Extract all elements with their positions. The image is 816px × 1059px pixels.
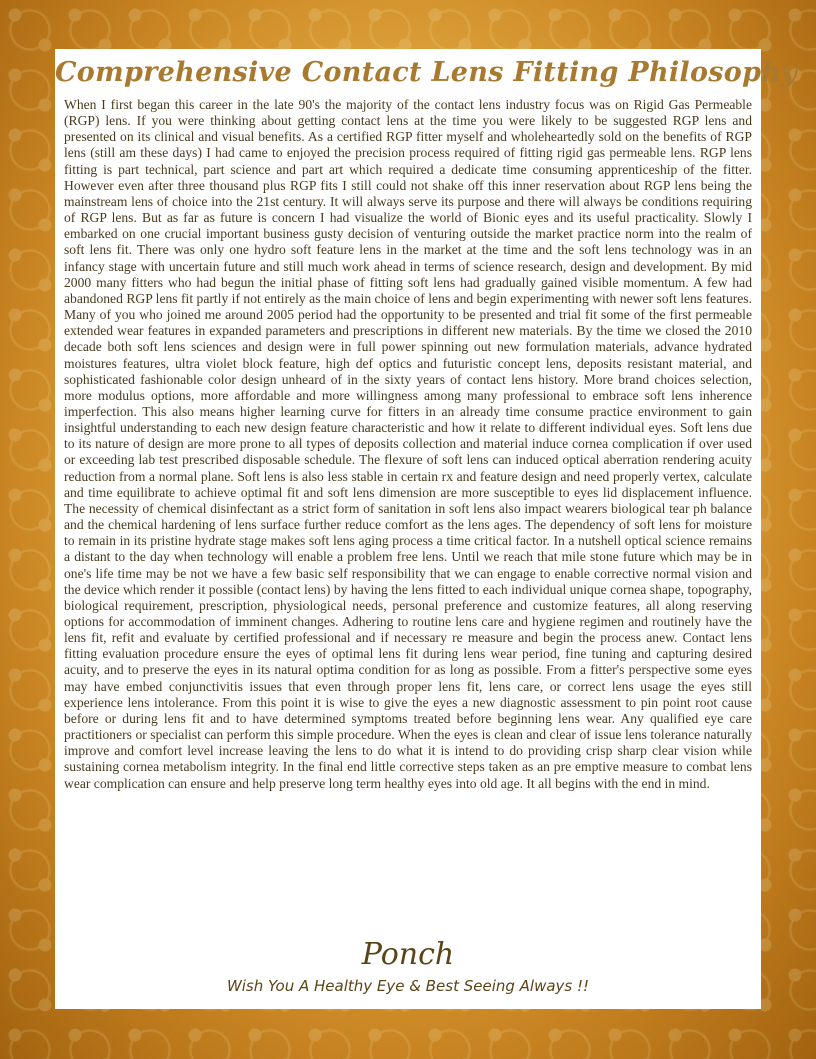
closing-line: Wish You A Healthy Eye & Best Seeing Always !! <box>226 977 590 995</box>
page-title: Comprehensive Contact Lens Fitting Philosophy <box>55 57 798 88</box>
body-paragraph: When I first began this career in the late 90's the majority of the contact lens industry focus was on Rigid Gas Permeable (RGP) lens. If you were thinking about getting contact lens at the time you were likely to be suggested RGP lens and presented on its clinical and visual benefits. As a certified RGP fitter myself and wholeheartedly sold on the benefits of RGP lens (still am these days) I had came to enjoyed the precision process required of fitting rigid gas permeable lens. RGP lens fitting is part technical, part science and part art which required a dedicate time consuming apprenticeship of the fitter. However even after three thousand plus RGP fits I still could not shake off this inner reservation about RGP lens being the mainstream lens of choice into the 21st century. It will always serve its purpose and there will always be conditions requiring of RGP lens. But as far as future is concern I had visualize the world of Bionic eyes and its useful practicality. Slowly I embarked on one crucial important business gusty decision of venturing outside the market practice norm into the realm of soft lens fit. There was only one hydro soft feature lens in the market at the time and the soft lens technology was in an infancy stage with uncertain future and still much work ahead in terms of science research, design and development. By mid 2000 many fitters who had begun the initial phase of fitting soft lens had gradually gained visible momentum. A few had abandoned RGP lens fit partly if not entirely as the main choice of lens and begin experimenting with newer soft lens features. Many of you who joined me around 2005 period had the opportunity to be presented and trial fit some of the first permeable extended wear features in expanded parameters and prescriptions in different new materials. By the time we closed the 2010 decade both soft lens sciences and design were in full power spinning out new formulation materials, advance hydrated moistures features, ultra violet block feature, high def optics and futuristic concept lens, deposits resistant material, and sophisticated fashionable color design unheard of in the sixty years of contact lens history. More brand choices selection, more modulus options, more affordable and more willingness among many professional to embrace soft lens inherence imperfection. This also means higher learning curve for fitters in an already time consume practice environment to gain insightful understanding to each new design feature characteristic and how it relate to different individual eyes. Soft lens due to its nature of design are more prone to all types of deposits collection and material induce cornea complication if over used or exceeding lab test prescribed disposable schedule. The flexure of soft lens can induced optical aberration rendering acuity reduction from a normal plane. Soft lens is also less stable in certain rx and feature design and need properly vertex, calculate and time equilibrate to achieve optimal fit and soft lens dimension are more susceptible to eyes lid displacement influence. The necessity of chemical disinfectant as a strict form of sanitation in soft lens also impact wearers biological tear ph balance and the chemical hardening of lens surface further reduce comfort as the lens ages. The dependency of soft lens for moisture to remain in its pristine hydrate stage makes soft lens aging process a time critical factor. In a nutshell optical science remains a distant to the day when technology will enable a problem free lens. Until we reach that mile stone future which may be in one's life time may be not we have a few basic self responsibility that we can engage to enable corrective normal vision and the device which render it possible (contact lens) by having the lens fitted to each individual unique cornea shape, topography, biological requirement, prescription, physiological needs, personal preference and customize features, all along reserving options for accommodation of imminent changes. Adhering to routine lens care and hygiene regimen and routinely have the lens fit, refit and evaluate by certified professional and if necessary re measure and begin the process anew. Contact lens fitting evaluation procedure ensure the eyes of optimal lens fit during lens wear period, fine tuning and capturing desired acuity, and to preserve the eyes in its natural optima condition for as long as possible. From a fitter's perspective some eyes may have embed conjunctivitis issues that even through proper lens fit, lens care, or correct lens usage the eyes still experience lens intolerance. From this point it is wise to give the eyes a new diagnostic assessment to pin point root cause before or during lens fit and to have determined symptoms treated before beginning lens wear. Any qualified eye care practitioners or specialist can perform this simple procedure. When the eyes is clean and clear of issue lens tolerance naturally improve and comfort level increase leaving the lens to do what it is intend to do providing crisp sharp clear vision while sustaining cornea metabolism integrity. In the final end little corrective steps taken as an pre emptive measure to combat lens wear complication can ensure and help preserve long term healthy eyes into old age. It all begins with the end in mind. <box>64 97 752 791</box>
document-panel <box>55 49 798 1009</box>
signature: Ponch <box>361 937 455 972</box>
